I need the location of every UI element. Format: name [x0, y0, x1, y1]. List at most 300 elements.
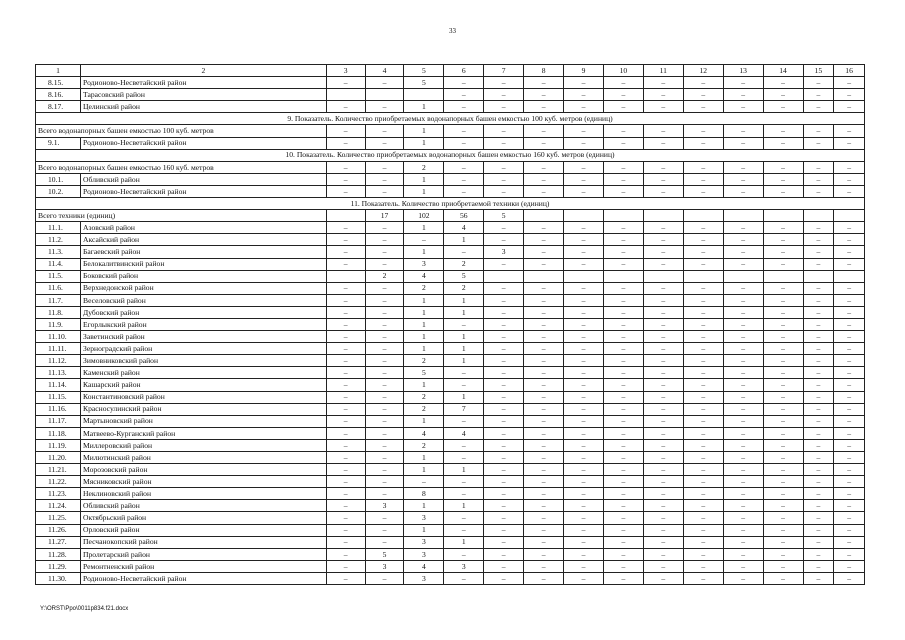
value-cell: –	[643, 222, 683, 234]
value-cell: –	[484, 294, 524, 306]
footer-file-path: Y:\ORST\Ppo\0011p834.f21.docx	[40, 606, 129, 612]
table-row	[36, 77, 865, 89]
value-cell: 4	[444, 427, 484, 439]
value-cell: –	[404, 234, 444, 246]
value-cell: –	[603, 234, 643, 246]
value-cell: –	[723, 512, 763, 524]
value-cell: –	[326, 367, 365, 379]
value-cell: –	[484, 77, 524, 89]
district-name: Пролетарский район	[81, 548, 327, 560]
section-title: 11. Показатель. Количество приобретаемой техники (единиц)	[36, 198, 865, 210]
value-cell: –	[643, 77, 683, 89]
value-cell: 3	[404, 512, 444, 524]
value-cell: –	[803, 548, 834, 560]
value-cell: –	[723, 101, 763, 113]
table-row	[36, 464, 865, 476]
value-cell: 56	[444, 210, 484, 222]
value-cell: –	[834, 572, 865, 584]
value-cell: –	[603, 572, 643, 584]
table-row	[36, 270, 865, 282]
district-name: Тарасовский район	[81, 89, 327, 101]
value-cell: –	[564, 512, 604, 524]
value-cell: –	[683, 379, 723, 391]
value-cell: –	[564, 331, 604, 343]
district-name: Песчанокопский район	[81, 536, 327, 548]
value-cell	[326, 270, 365, 282]
value-cell: –	[524, 452, 564, 464]
value-cell: –	[484, 415, 524, 427]
value-cell: –	[643, 536, 683, 548]
value-cell: –	[763, 258, 803, 270]
value-cell: –	[834, 500, 865, 512]
value-cell: –	[564, 355, 604, 367]
value-cell: –	[834, 222, 865, 234]
row-number: 11.7.	[36, 294, 81, 306]
value-cell	[564, 210, 604, 222]
table-row	[36, 476, 865, 488]
value-cell: –	[524, 318, 564, 330]
district-name: Мартыновский район	[81, 415, 327, 427]
district-name: Неклиновский район	[81, 488, 327, 500]
value-cell: 2	[365, 270, 404, 282]
value-cell: –	[643, 355, 683, 367]
value-cell: –	[763, 294, 803, 306]
value-cell: –	[564, 536, 604, 548]
value-cell: –	[524, 101, 564, 113]
value-cell: –	[803, 379, 834, 391]
value-cell: –	[564, 101, 604, 113]
row-number: 11.2.	[36, 234, 81, 246]
value-cell: 3	[365, 500, 404, 512]
value-cell	[603, 210, 643, 222]
value-cell: –	[643, 379, 683, 391]
district-name: Ремонтненский район	[81, 560, 327, 572]
value-cell	[834, 210, 865, 222]
value-cell: –	[683, 560, 723, 572]
value-cell: –	[564, 306, 604, 318]
value-cell: –	[643, 89, 683, 101]
value-cell: –	[524, 77, 564, 89]
value-cell: –	[803, 77, 834, 89]
header-cell: 14	[763, 65, 803, 77]
value-cell: 1	[444, 536, 484, 548]
value-cell: –	[683, 512, 723, 524]
value-cell: –	[763, 488, 803, 500]
value-cell: –	[326, 548, 365, 560]
header-cell: 16	[834, 65, 865, 77]
value-cell: –	[484, 343, 524, 355]
value-cell: –	[444, 173, 484, 185]
value-cell: –	[564, 318, 604, 330]
value-cell	[326, 89, 365, 101]
value-cell: –	[603, 476, 643, 488]
value-cell: 1	[444, 331, 484, 343]
table-row	[36, 427, 865, 439]
value-cell: 3	[444, 560, 484, 572]
value-cell: –	[524, 282, 564, 294]
value-cell	[643, 210, 683, 222]
value-cell: –	[484, 125, 524, 137]
value-cell: –	[683, 488, 723, 500]
value-cell: –	[444, 452, 484, 464]
value-cell: 2	[404, 403, 444, 415]
row-number: 11.23.	[36, 488, 81, 500]
value-cell: –	[524, 415, 564, 427]
value-cell: –	[365, 234, 404, 246]
value-cell: –	[723, 403, 763, 415]
value-cell: –	[524, 234, 564, 246]
header-cell: 4	[365, 65, 404, 77]
row-number: 11.21.	[36, 464, 81, 476]
value-cell: –	[834, 294, 865, 306]
value-cell: –	[803, 137, 834, 149]
header-cell: 13	[723, 65, 763, 77]
value-cell: –	[803, 488, 834, 500]
value-cell: –	[326, 452, 365, 464]
value-cell: –	[524, 560, 564, 572]
value-cell: –	[763, 101, 803, 113]
value-cell: –	[365, 536, 404, 548]
value-cell: –	[723, 560, 763, 572]
value-cell: –	[365, 367, 404, 379]
value-cell: –	[763, 89, 803, 101]
district-name: Дубовский район	[81, 306, 327, 318]
value-cell	[803, 210, 834, 222]
value-cell: –	[683, 222, 723, 234]
table-row	[36, 536, 865, 548]
row-number: 11.20.	[36, 452, 81, 464]
table-row	[36, 452, 865, 464]
value-cell: –	[763, 234, 803, 246]
value-cell: –	[484, 524, 524, 536]
value-cell: –	[763, 185, 803, 197]
district-name: Родионово-Несветайский район	[81, 572, 327, 584]
value-cell: –	[564, 464, 604, 476]
value-cell: –	[326, 536, 365, 548]
value-cell: –	[484, 427, 524, 439]
value-cell: –	[683, 500, 723, 512]
value-cell: –	[444, 439, 484, 451]
value-cell: –	[763, 452, 803, 464]
value-cell: –	[723, 536, 763, 548]
table-row	[36, 548, 865, 560]
value-cell: –	[723, 137, 763, 149]
table-row	[36, 439, 865, 451]
value-cell: 1	[444, 294, 484, 306]
value-cell: 1	[444, 234, 484, 246]
value-cell: –	[763, 331, 803, 343]
row-number: 11.8.	[36, 306, 81, 318]
value-cell: –	[723, 391, 763, 403]
table-row	[36, 185, 865, 197]
district-name: Матвеево-Курганский район	[81, 427, 327, 439]
value-cell: –	[524, 161, 564, 173]
value-cell: –	[484, 403, 524, 415]
value-cell: –	[564, 367, 604, 379]
value-cell: –	[683, 367, 723, 379]
value-cell: 4	[404, 560, 444, 572]
value-cell: –	[326, 464, 365, 476]
value-cell: –	[643, 572, 683, 584]
value-cell: –	[444, 318, 484, 330]
value-cell: –	[723, 476, 763, 488]
value-cell: –	[723, 258, 763, 270]
value-cell: –	[524, 488, 564, 500]
value-cell: –	[603, 355, 643, 367]
value-cell: –	[683, 427, 723, 439]
value-cell: –	[603, 343, 643, 355]
value-cell: –	[763, 125, 803, 137]
table-row	[36, 89, 865, 101]
value-cell	[723, 270, 763, 282]
district-name: Заветинский район	[81, 331, 327, 343]
value-cell: –	[603, 548, 643, 560]
value-cell: –	[683, 331, 723, 343]
value-cell: –	[365, 355, 404, 367]
value-cell: –	[444, 89, 484, 101]
district-name: Красносулинский район	[81, 403, 327, 415]
value-cell: –	[603, 77, 643, 89]
header-cell: 7	[484, 65, 524, 77]
value-cell: –	[603, 161, 643, 173]
value-cell: –	[723, 452, 763, 464]
table-row	[36, 173, 865, 185]
value-cell	[683, 270, 723, 282]
value-cell: –	[564, 524, 604, 536]
value-cell: 1	[404, 125, 444, 137]
value-cell: –	[564, 476, 604, 488]
value-cell: –	[834, 77, 865, 89]
value-cell: 1	[444, 343, 484, 355]
value-cell: –	[723, 282, 763, 294]
value-cell: –	[326, 234, 365, 246]
value-cell: 1	[404, 343, 444, 355]
district-name: Каменский район	[81, 367, 327, 379]
value-cell	[326, 210, 365, 222]
value-cell: –	[326, 403, 365, 415]
row-number: 11.17.	[36, 415, 81, 427]
total-label: Всего водонапорных башен емкостью 160 куб. метров	[36, 161, 327, 173]
value-cell: –	[564, 343, 604, 355]
value-cell: –	[603, 306, 643, 318]
value-cell: –	[683, 294, 723, 306]
value-cell: –	[564, 379, 604, 391]
value-cell: –	[834, 125, 865, 137]
value-cell	[834, 270, 865, 282]
value-cell: –	[683, 173, 723, 185]
value-cell: –	[365, 246, 404, 258]
total-label: Всего техники (единиц)	[36, 210, 327, 222]
value-cell: –	[763, 415, 803, 427]
table-row	[36, 331, 865, 343]
district-name: Белокалитвинский район	[81, 258, 327, 270]
value-cell: –	[603, 246, 643, 258]
value-cell: –	[484, 173, 524, 185]
value-cell: –	[365, 222, 404, 234]
value-cell: –	[834, 548, 865, 560]
value-cell: –	[723, 367, 763, 379]
value-cell: –	[834, 331, 865, 343]
value-cell: –	[484, 488, 524, 500]
table-row	[36, 367, 865, 379]
row-number: 11.16.	[36, 403, 81, 415]
value-cell: –	[643, 306, 683, 318]
header-cell: 15	[803, 65, 834, 77]
row-number: 11.24.	[36, 500, 81, 512]
value-cell: –	[484, 452, 524, 464]
value-cell: –	[603, 403, 643, 415]
value-cell: –	[365, 318, 404, 330]
value-cell: –	[643, 548, 683, 560]
value-cell: –	[365, 452, 404, 464]
value-cell: –	[524, 258, 564, 270]
value-cell: –	[564, 391, 604, 403]
value-cell	[365, 89, 404, 101]
value-cell: –	[326, 222, 365, 234]
value-cell: 1	[404, 452, 444, 464]
value-cell: –	[524, 331, 564, 343]
value-cell: –	[524, 548, 564, 560]
value-cell	[603, 270, 643, 282]
value-cell: 2	[404, 439, 444, 451]
value-cell: –	[365, 391, 404, 403]
value-cell: –	[803, 222, 834, 234]
value-cell: –	[444, 77, 484, 89]
value-cell: 1	[444, 500, 484, 512]
value-cell: –	[803, 512, 834, 524]
table-row	[36, 500, 865, 512]
value-cell: –	[803, 403, 834, 415]
district-name: Веселовский район	[81, 294, 327, 306]
value-cell: 2	[404, 282, 444, 294]
table-row	[36, 512, 865, 524]
district-name: Аксайский район	[81, 234, 327, 246]
value-cell: –	[365, 379, 404, 391]
value-cell: –	[326, 427, 365, 439]
table-row	[36, 560, 865, 572]
value-cell: –	[803, 560, 834, 572]
district-name: Родионово-Несветайский район	[81, 185, 327, 197]
value-cell: –	[444, 524, 484, 536]
value-cell: 1	[444, 355, 484, 367]
value-cell: –	[834, 355, 865, 367]
district-name: Родионово-Несветайский район	[81, 77, 327, 89]
value-cell: –	[723, 185, 763, 197]
value-cell: –	[524, 439, 564, 451]
row-number: 11.11.	[36, 343, 81, 355]
value-cell: –	[834, 488, 865, 500]
value-cell: 17	[365, 210, 404, 222]
value-cell: –	[524, 185, 564, 197]
row-number: 9.1.	[36, 137, 81, 149]
value-cell: 4	[404, 427, 444, 439]
value-cell: –	[834, 512, 865, 524]
value-cell: –	[365, 282, 404, 294]
section-row	[36, 198, 865, 210]
table-row	[36, 524, 865, 536]
value-cell: –	[723, 331, 763, 343]
value-cell: –	[524, 464, 564, 476]
value-cell: –	[803, 572, 834, 584]
value-cell: –	[444, 379, 484, 391]
value-cell: –	[484, 536, 524, 548]
value-cell: –	[834, 536, 865, 548]
row-number: 11.6.	[36, 282, 81, 294]
value-cell: –	[326, 125, 365, 137]
value-cell: –	[444, 101, 484, 113]
value-cell: –	[763, 548, 803, 560]
value-cell: –	[326, 500, 365, 512]
value-cell: –	[603, 536, 643, 548]
value-cell: 3	[365, 560, 404, 572]
value-cell: –	[564, 77, 604, 89]
value-cell: –	[603, 125, 643, 137]
row-number: 11.10.	[36, 331, 81, 343]
value-cell: –	[524, 572, 564, 584]
value-cell: –	[763, 246, 803, 258]
value-cell: –	[723, 548, 763, 560]
value-cell: –	[484, 476, 524, 488]
value-cell: –	[683, 125, 723, 137]
value-cell: –	[564, 560, 604, 572]
value-cell: –	[603, 512, 643, 524]
value-cell: –	[763, 282, 803, 294]
row-number: 11.4.	[36, 258, 81, 270]
value-cell: 3	[404, 258, 444, 270]
value-cell: –	[484, 560, 524, 572]
value-cell: –	[365, 524, 404, 536]
table-row	[36, 246, 865, 258]
value-cell: –	[803, 101, 834, 113]
value-cell: –	[834, 246, 865, 258]
value-cell: –	[404, 476, 444, 488]
value-cell: –	[444, 548, 484, 560]
value-cell: –	[524, 89, 564, 101]
value-cell: –	[683, 403, 723, 415]
value-cell	[524, 270, 564, 282]
row-number: 8.17.	[36, 101, 81, 113]
value-cell: –	[803, 343, 834, 355]
total-row	[36, 161, 865, 173]
value-cell: –	[524, 343, 564, 355]
value-cell: –	[524, 524, 564, 536]
value-cell: –	[834, 161, 865, 173]
value-cell: –	[365, 101, 404, 113]
value-cell: –	[564, 572, 604, 584]
value-cell: –	[326, 331, 365, 343]
value-cell: –	[723, 488, 763, 500]
value-cell: –	[444, 488, 484, 500]
value-cell: –	[524, 391, 564, 403]
value-cell: –	[803, 161, 834, 173]
table-row	[36, 137, 865, 149]
value-cell: 1	[404, 500, 444, 512]
table-row	[36, 234, 865, 246]
value-cell: –	[763, 427, 803, 439]
value-cell: –	[763, 536, 803, 548]
value-cell: –	[683, 572, 723, 584]
value-cell: –	[763, 161, 803, 173]
value-cell: –	[723, 379, 763, 391]
table-row	[36, 572, 865, 584]
value-cell: –	[723, 572, 763, 584]
total-row	[36, 125, 865, 137]
value-cell: 1	[404, 294, 444, 306]
value-cell: –	[484, 331, 524, 343]
value-cell: –	[484, 234, 524, 246]
value-cell: –	[326, 137, 365, 149]
value-cell: –	[326, 294, 365, 306]
